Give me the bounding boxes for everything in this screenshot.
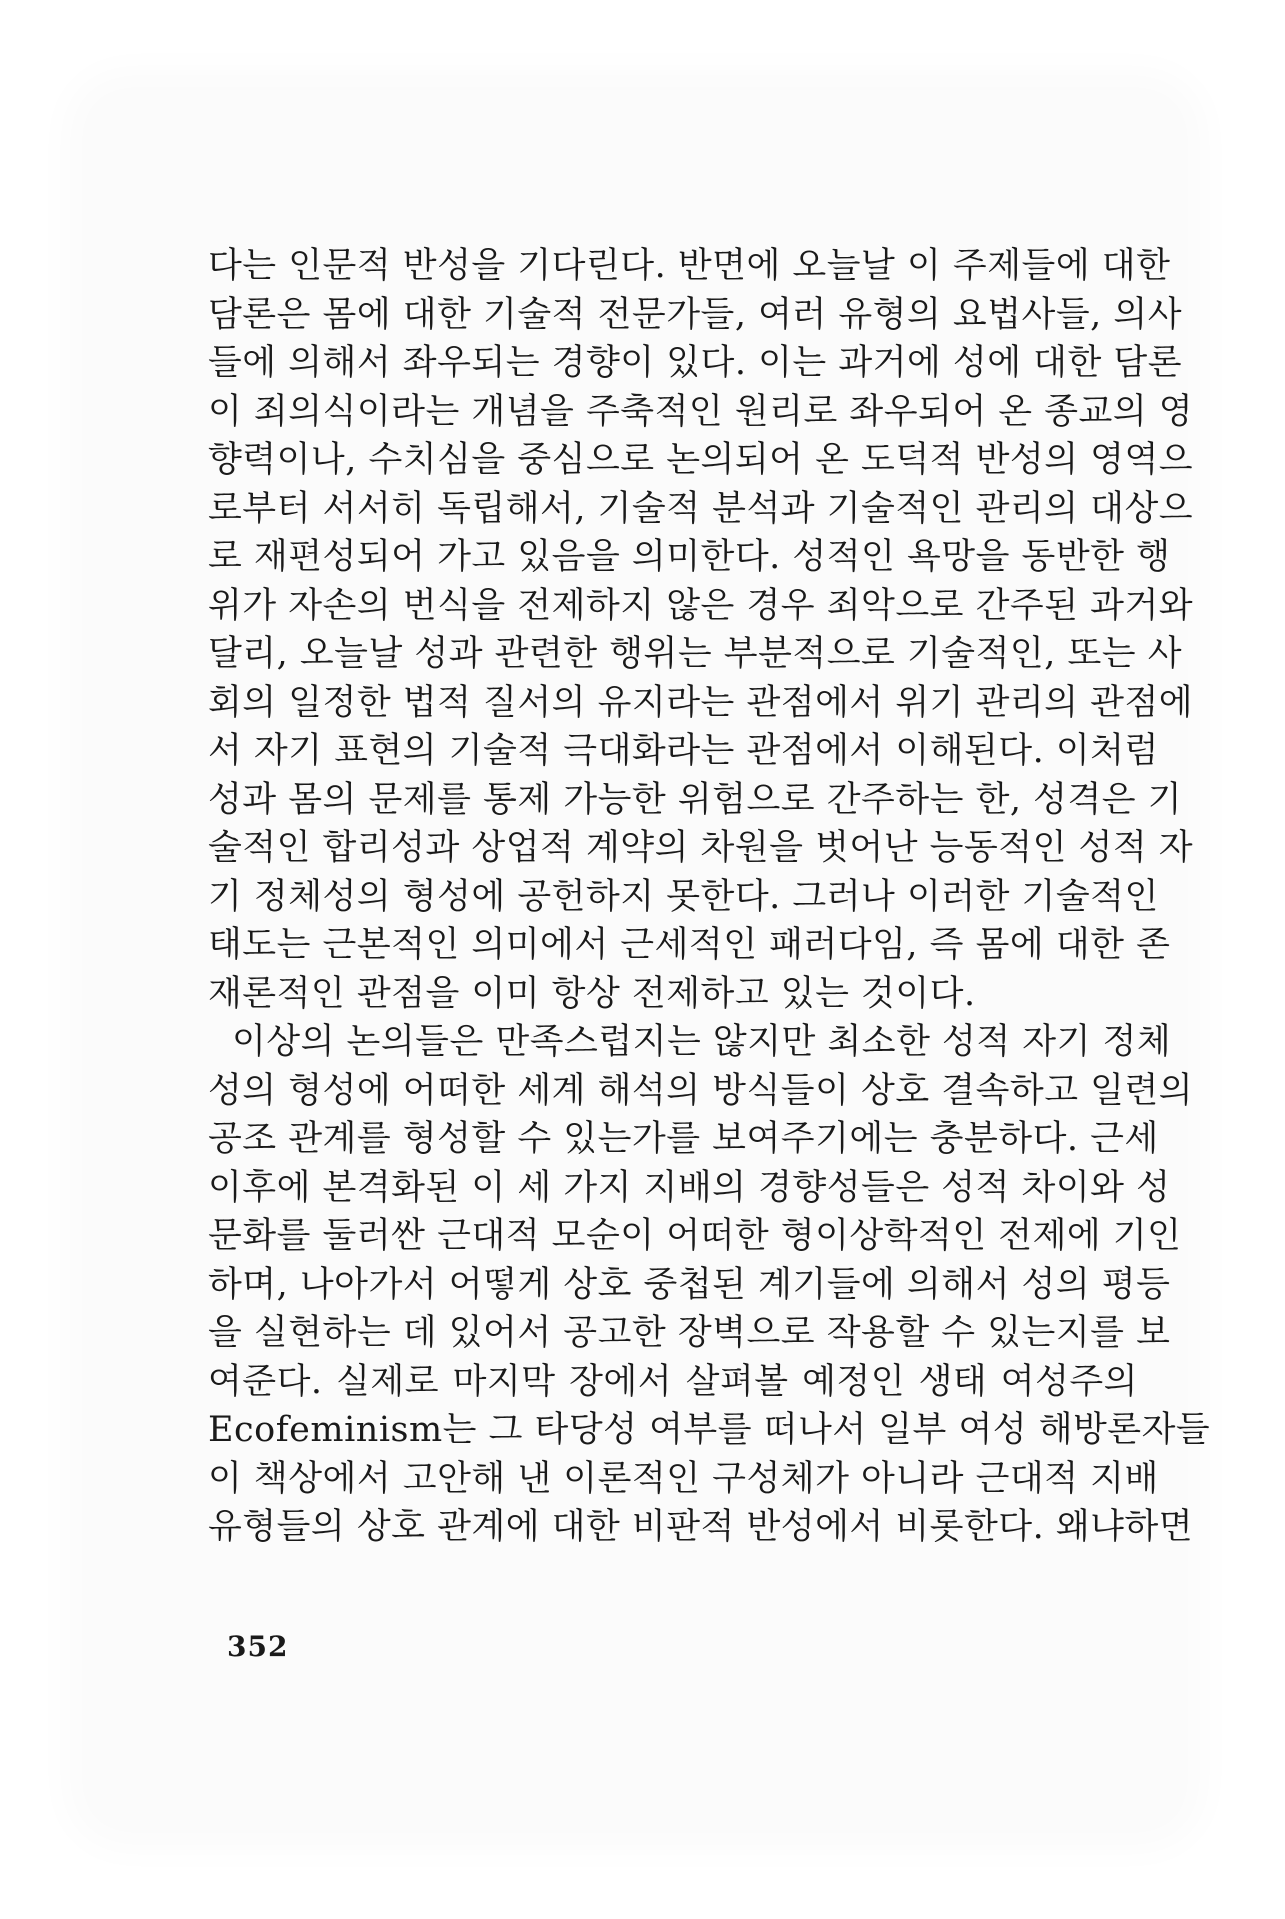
text-line: 이 죄의식이라는 개념을 주축적인 원리로 좌우되어 온 종교의 영 — [208, 391, 1194, 432]
text-line: 문화를 둘러싼 근대적 모순이 어떠한 형이상학적인 전제에 기인 — [208, 1216, 1182, 1256]
text-line: 여준다. 실제로 마지막 장에서 살펴볼 예정인 생태 여성주의 — [208, 1361, 1138, 1402]
text-line: 들에 의해서 좌우되는 경향이 있다. 이는 과거에 성에 대한 담론 — [208, 343, 1183, 383]
page-number: 352 — [227, 1630, 289, 1663]
text-line: 회의 일정한 법적 질서의 유지라는 관점에서 위기 관리의 관점에 — [208, 682, 1194, 723]
text-line: 향력이나, 수치심을 중심으로 논의되어 온 도덕적 반성의 영역으 — [208, 440, 1194, 480]
body-text — [208, 242, 1211, 1552]
text-line: 이상의 논의들은 만족스럽지는 않지만 최소한 성적 자기 정체 — [232, 1022, 1172, 1062]
text-line: 재론적인 관점을 이미 항상 전제하고 있는 것이다. — [208, 973, 976, 1014]
text-line: 위가 자손의 번식을 전제하지 않은 경우 죄악으로 간주된 과거와 — [208, 585, 1194, 626]
text-line: 로 재편성되어 가고 있음을 의미한다. 성적인 욕망을 동반한 행 — [208, 537, 1171, 577]
paragraph-2 — [208, 1018, 1211, 1552]
paragraph-1 — [208, 242, 1194, 1018]
text-line: 을 실현하는 데 있어서 공고한 장벽으로 작용할 수 있는지를 보 — [208, 1313, 1171, 1353]
text-line: 다는 인문적 반성을 기다린다. 반면에 오늘날 이 주제들에 대한 — [208, 246, 1171, 286]
text-line: 태도는 근본적인 의미에서 근세적인 패러다임, 즉 몸에 대한 존 — [208, 925, 1171, 965]
text-line: 공조 관계를 형성할 수 있는가를 보여주기에는 충분하다. 근세 — [208, 1119, 1159, 1159]
text-line: 유형들의 상호 관계에 대한 비판적 반성에서 비롯한다. 왜냐하면 — [208, 1507, 1194, 1547]
text-line: 이 책상에서 고안해 낸 이론적인 구성체가 아니라 근대적 지배 — [208, 1458, 1159, 1499]
text-line: 달리, 오늘날 성과 관련한 행위는 부분적으로 기술적인, 또는 사 — [208, 634, 1183, 674]
text-line: 로부터 서서히 독립해서, 기술적 분석과 기술적인 관리의 대상으 — [208, 488, 1194, 529]
text-line: Ecofeminism는 그 타당성 여부를 떠나서 일부 여성 해방론자들 — [208, 1410, 1211, 1450]
text-line: 성과 몸의 문제를 통제 가능한 위험으로 간주하는 한, 성격은 기 — [208, 779, 1183, 820]
text-line: 이후에 본격화된 이 세 가지 지배의 경향성들은 성적 차이와 성 — [208, 1167, 1171, 1208]
text-line: 담론은 몸에 대한 기술적 전문가들, 여러 유형의 요법사들, 의사 — [208, 294, 1183, 335]
text-line: 성의 형성에 어떠한 세계 해석의 방식들이 상호 결속하고 일련의 — [208, 1070, 1194, 1111]
text-line: 서 자기 표현의 기술적 극대화라는 관점에서 이해된다. 이처럼 — [208, 731, 1159, 771]
text-line: 하며, 나아가서 어떻게 상호 중첩된 계기들에 의해서 성의 평등 — [208, 1264, 1171, 1305]
text-line: 기 정체성의 형성에 공헌하지 못한다. 그러나 이러한 기술적인 — [208, 876, 1159, 917]
text-line: 술적인 합리성과 상업적 계약의 차원을 벗어난 능동적인 성적 자 — [208, 828, 1194, 868]
